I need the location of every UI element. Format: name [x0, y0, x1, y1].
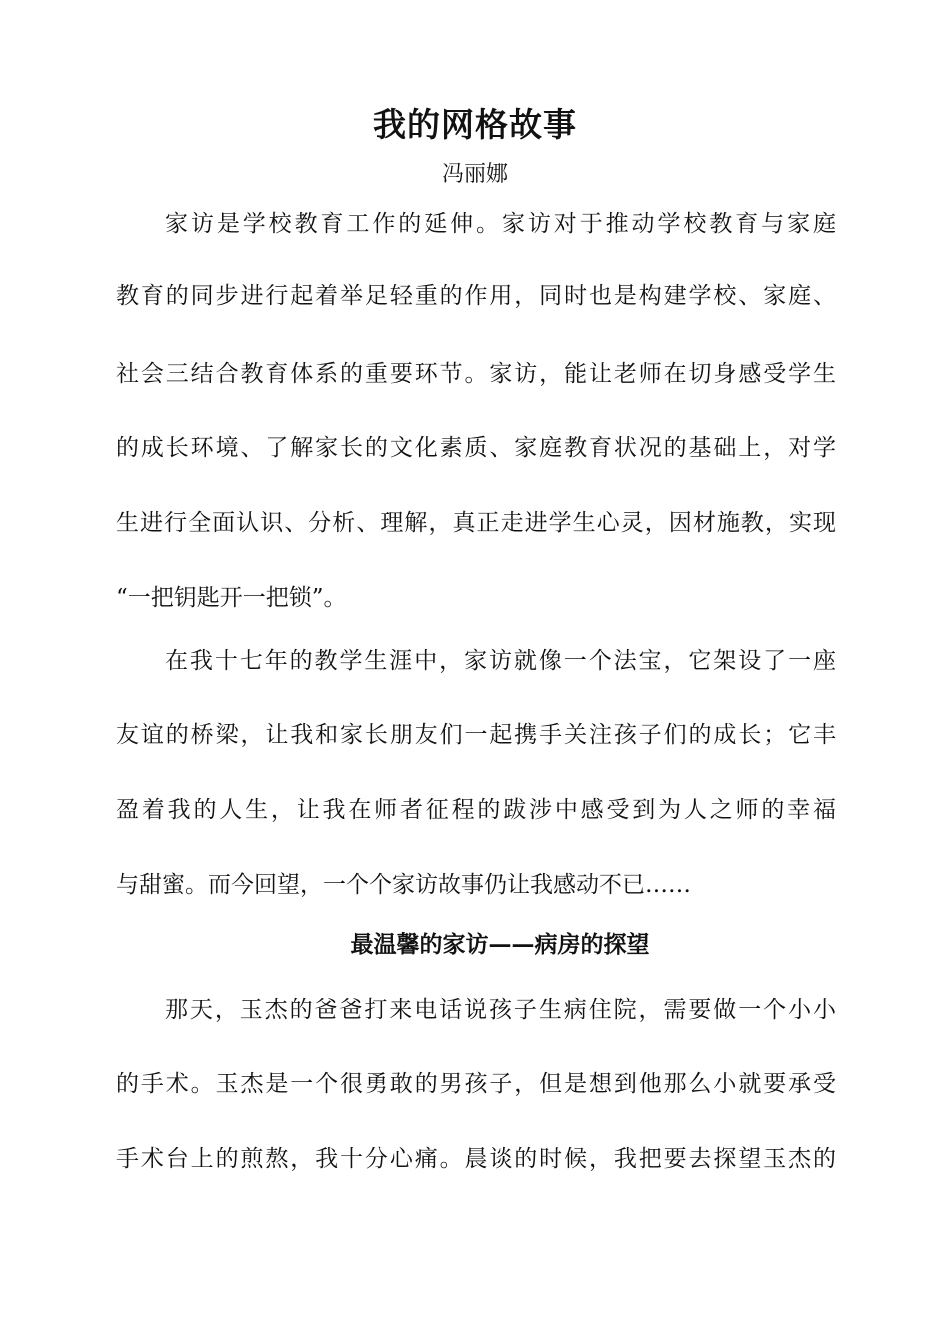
author-name: 冯丽娜 [441, 162, 508, 187]
paragraph-1-line: 教育的同步进行起着举足轻重的作用，同时也是构建学校、家庭、 [116, 283, 836, 309]
paragraph-1-line: 家访是学校教育工作的延伸。家访对于推动学校教育与家庭 [165, 211, 836, 237]
paragraph-2-line: 友谊的桥梁，让我和家长朋友们一起携手关注孩子们的成长；它丰 [116, 722, 836, 748]
paragraph-3-line: 的手术。玉杰是一个很勇敢的男孩子，但是想到他那么小就要承受 [116, 1071, 836, 1097]
section-heading: 最温馨的家访——病房的探望 [350, 931, 650, 958]
document-title: 我的网格故事 [373, 105, 577, 144]
paragraph-1-line: 的成长环境、了解家长的文化素质、家庭教育状况的基础上，对学 [116, 435, 836, 461]
paragraph-1-line: 社会三结合教育体系的重要环节。家访，能让老师在切身感受学生 [116, 361, 836, 387]
paragraph-1-line: “一把钥匙开一把锁”。 [116, 585, 347, 611]
paragraph-2-line: 与甜蜜。而今回望，一个个家访故事仍让我感动不已…… [116, 872, 691, 898]
paragraph-3-line: 手术台上的煎熬，我十分心痛。晨谈的时候，我把要去探望玉杰的 [116, 1146, 836, 1172]
paragraph-3-line: 那天，玉杰的爸爸打来电话说孩子生病住院，需要做一个小小 [165, 997, 836, 1023]
paragraph-2-line: 在我十七年的教学生涯中，家访就像一个法宝，它架设了一座 [165, 648, 836, 674]
paragraph-1-line: 生进行全面认识、分析、理解，真正走进学生心灵，因材施教，实现 [116, 510, 836, 536]
paragraph-2-line: 盈着我的人生，让我在师者征程的跋涉中感受到为人之师的幸福 [116, 797, 836, 823]
